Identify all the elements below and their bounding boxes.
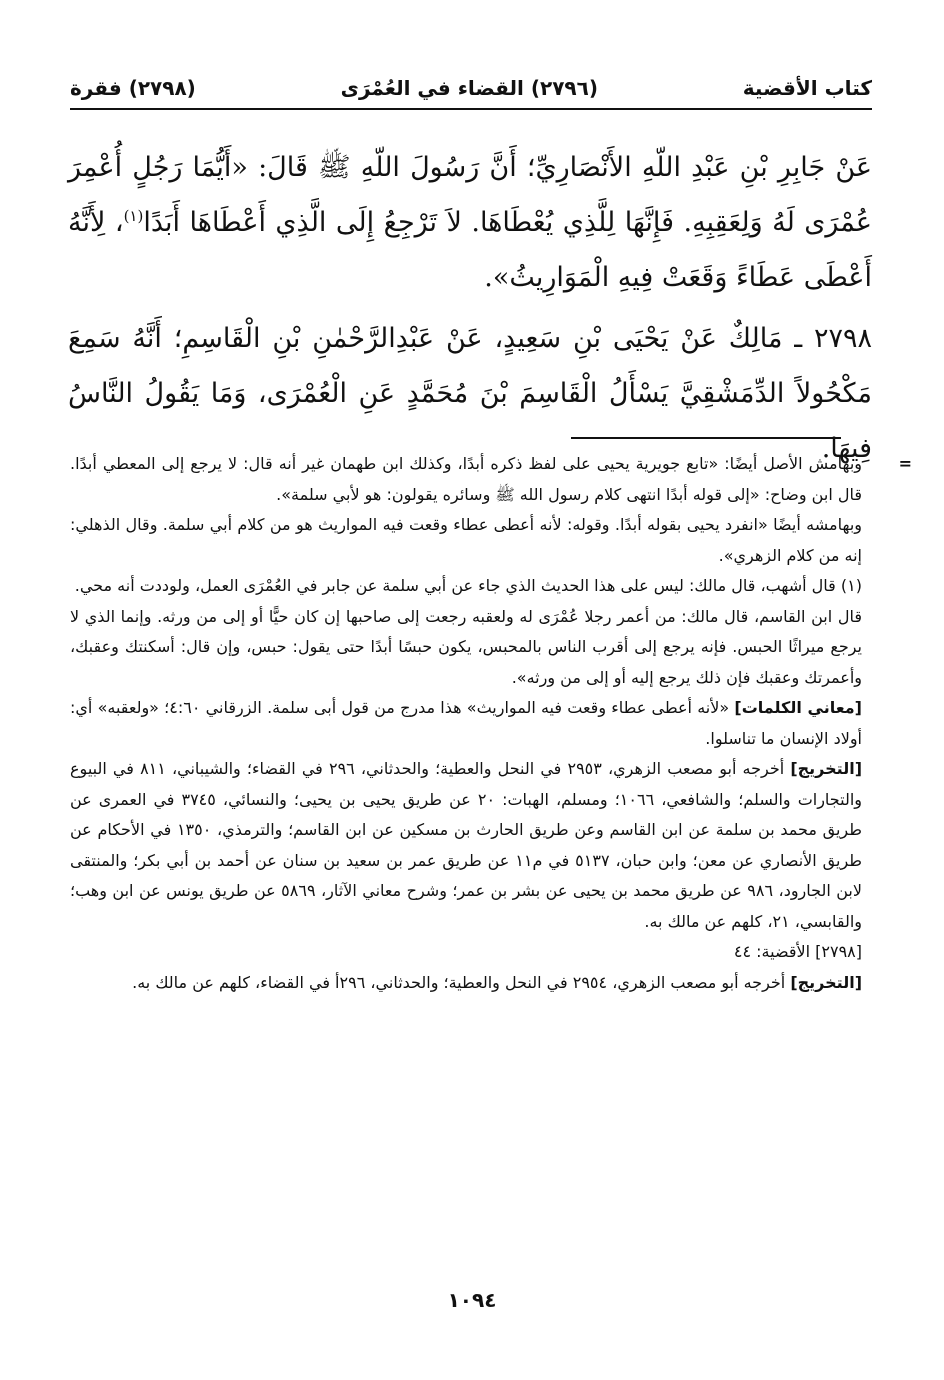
continuation-mark: = [898,454,912,473]
footnote-separator [571,437,841,439]
footnote-1-cont: قال ابن القاسم، قال مالك: من أعمر رجلا عُمْرَى له ولعقبه رجعت إلى صاحبها إن كان حيًّا أو إلى من ورثه. وإنما الذي لا يرجع ميراثًا الحبس. فإنه يرجع إلى أقرب الناس بالمحبس، يكون حبسًا أبدًا حتى يقول: حبس، وإن قال: أسكنتك وعقبك، وأعمرتك وعقبك فإن ذلك يرجع إليه أو إلى من ورثه». [70,606,862,687]
takhrij-label: [التخريج] [790,972,862,992]
word-meanings-label: [معاني الكلمات] [734,698,862,717]
page-number: ١٠٩٤ [447,1288,497,1312]
footnote-number: (١) [840,576,862,595]
hadith-text-end: ، لِأَنَّهُ أَعْطَى عَطَاءً وَقَعَتْ فِيهِ الْمَوَارِيثُ». [68,207,872,293]
word-meanings [70,693,862,754]
footnote-1-text: قال أشهب، قال مالك: ليس على هذا الحديث الذي جاء عن أبي سلمة عن جابر في العُمْرَى العمل، ولوددت أنه محي. [74,576,836,595]
takhrij-text: أخرجه أبو مصعب الزهري، ٢٩٥٣ في النحل والعطية؛ والحدثاني، ٢٩٦ في القضاء؛ والشيباني، ٨١١ في البيوع والتجارات والسلم؛ والشافعي، ١٠٦٦؛ ومسلم، الهبات: ٢٠ عن طريق يحيى بن يحيى؛ والنسائي، ٣٧٤٥ في العمرى عن طريق محمد بن سلمة عن ابن القاسم وعن طريق الحارث بن مسكين عن ابن القاسم؛ والترمذي، ١٣٥٠ في الأحكام عن طريق الأنصاري عن معن؛ وابن حبان، ٥١٣٧ في م١١ عن طريق عمر بن سعيد بن سنان عن أحمد بن أبي بكر؛ والمنتقى لابن الجارود، ٩٨٦ عن طريق محمد بن يحيى عن بشر بن عمر؛ وشرح معاني الآثار، ٥٨٦٩ عن طريق يونس عن ابن وهب؛ والقابسي، ٢١، كلهم عن مالك به. [70,759,863,931]
main-text [68,140,872,476]
takhrij-2796 [70,754,862,937]
hadith-paragraph-1 [68,140,872,305]
word-meanings-text: «لأنه أعطى عطاء وقعت فيه المواريث» هذا مدرج من قول أبى سلمة. الزرقاني ٤:٦٠؛ «ولعقبه» أي: أولاد الإنسان ما تناسلوا. [70,698,862,748]
header-chapter-title: (٢٧٩٦) القضاء في العُمْرَى [340,76,598,100]
footnote-continued-2: وبهامشه أيضًا «انفرد يحيى بقوله أبدًا. وقوله: لأنه أعطى عطاء وقعت فيه المواريث هو من كلام أبي سلمة. وقال الذهلي: إنه من كلام الزهري». [70,515,862,565]
takhrij-label: [التخريج] [790,759,862,778]
hadith-paragraph-2798: ٢٧٩٨ ـ مَالِكٌ عَنْ يَحْيَى بْنِ سَعِيدٍ، عَنْ عَبْدِالرَّحْمٰنِ بْنِ الْقَاسِمِ؛ أَنَّهُ سَمِعَ مَكْحُولاً الدِّمَشْقِيَّ يَسْأَلُ الْقَاسِمَ بْنَ مُحَمَّدٍ عَنِ الْعُمْرَى، وَمَا يَقُولُ النَّاسُ فِيهَا. [68,323,872,464]
paragraph-ref-2798: [٢٧٩٨] الأقضية: ٤٤ [733,942,862,961]
header-paragraph-range: (٢٧٩٨) فقرة [70,76,196,100]
footnotes [70,449,912,998]
footnote-continued-1: وبهامش الأصل أيضًا: «تابع جويرية يحيى على لفظ ذكره أبدًا، وكذلك ابن طهمان غير أنه قال: لا يرجع إلى المعطي أبدًا. قال ابن وضاح: «إلى قوله أبدًا انتهى كلام رسول الله ﷺ وسائره يقولون: هو لأبي سلمة». [70,454,862,504]
header-book-title: كتاب الأقضية [742,76,872,100]
footnote-1 [70,571,862,602]
footnote-marker: (١) [123,207,144,225]
takhrij-2798 [70,968,862,999]
hadith-text: عَنْ جَابِرِ بْنِ عَبْدِ اللّهِ الأَنْصَارِيِّ؛ أَنَّ رَسُولَ اللّهِ ﷺ قَالَ: «أَيُّمَا رَجُلٍ أُعْمِرَ عُمْرَى لَهُ وَلِعَقِبِهِ. فَإِنَّهَا لِلَّذِي يُعْطَاهَا. لاَ تَرْجِعُ إِلَى الَّذِي أَعْطَاهَا أَبَدًا [68,152,873,238]
takhrij-text: أخرجه أبو مصعب الزهري، ٢٩٥٤ في النحل والعطية؛ والحدثاني، ٢٩٦أ في القضاء، كلهم عن مالك به. [132,972,786,992]
running-header [70,68,872,110]
